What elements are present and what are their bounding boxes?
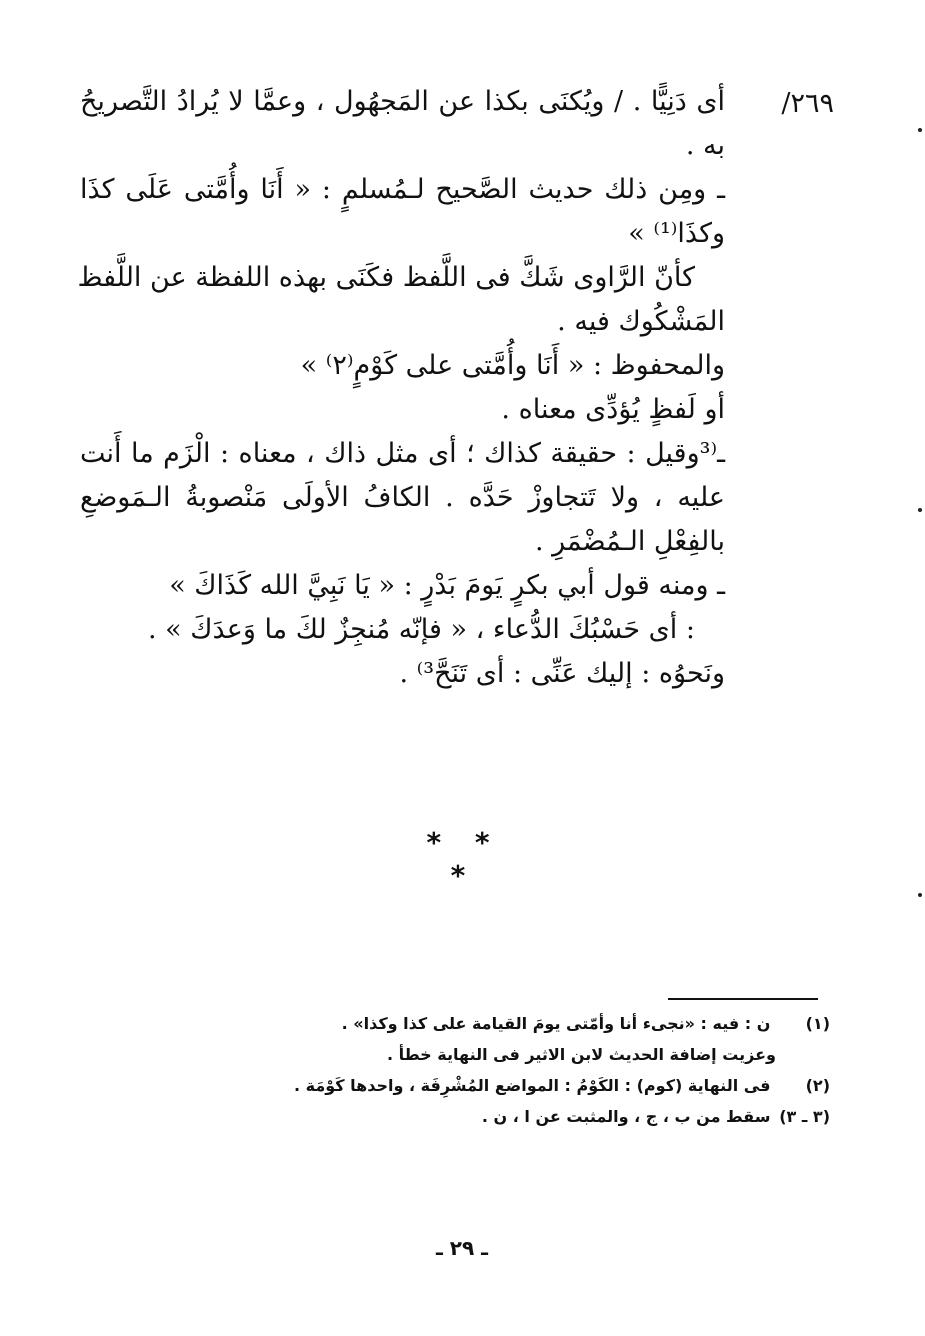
footnote-text: فى النهاية (كوم) : الكَوْمُ : المواضع المُشْرِفَة ، واحدها كَوْمَة . (293, 1076, 771, 1095)
main-text (77, 80, 725, 696)
text-line: أى دَنِيًّا . / ويُكنَى بكذا عن المَجهُول ، وعمَّا لا يُرادُ التَّصريحُ (80, 86, 725, 117)
footnote-number: (٣ ـ ٣) (779, 1107, 830, 1126)
text-line: به . (685, 130, 725, 161)
footnote-text: ن : فيه : «نجىء أنا وأمّتى يومَ القيامة على كذا وكذا» . (341, 1014, 771, 1033)
text-line: أو لَفظٍ يُؤدِّى معناه . (501, 394, 725, 425)
footnote (240, 1070, 830, 1101)
footnotes (240, 1008, 830, 1132)
text-line: ـ ومِن ذلك حديث الصَّحيح لـمُسلمٍ : « أَنَا وأُمَّتى عَلَى كذَا (80, 174, 725, 205)
text-line: والمحفوظ : « أَنَا وأُمَّتى على كَوْمٍ⁽٢⁾ » (300, 350, 725, 381)
text-line: بالفِعْلِ الـمُضْمَرِ . (534, 526, 725, 557)
margin-reference: ٢٦٩/ (781, 88, 834, 119)
text-line: عليه ، ولا تَتجاوزْ حَدَّه . الكافُ الأولَى مَنْصوبةُ الـمَوضعِ (80, 482, 725, 513)
section-separator: * * * (426, 826, 502, 892)
text-line: ـ ومنه قول أبي بكرٍ يَومَ بَدْرٍ : « يَا نَبِيَّ الله كَذَاكَ » (169, 570, 725, 601)
footnote (240, 1039, 830, 1070)
footnote-number: (١) (805, 1014, 830, 1033)
text-line: ونَحوُه : إليك عَنِّى : أى تَنَحَّ³⁾ . (399, 658, 725, 689)
text-line: المَشْكُوك فيه . (557, 306, 725, 337)
text-line: كأنّ الرَّاوى شَكَّ فى اللَّفظ فكَنَى بهذه اللفظة عن اللَّفظ (77, 262, 695, 293)
edge-mark (918, 893, 922, 897)
text-line: : أى حَسْبُكَ الدُّعاء ، « فإنّه مُنجِزٌ لكَ ما وَعدَكَ » . (148, 614, 695, 645)
footnote (240, 1101, 830, 1132)
text-line: وكذَا⁽¹⁾ » (628, 218, 725, 249)
footnote-rule (668, 998, 818, 1000)
edge-mark (918, 128, 922, 132)
footnote-text: وعزيت إضافة الحديث لابن الاثير فى النهاية خطأ . (386, 1045, 776, 1064)
footnote-text: سقط من ب ، ج ، والمثبت عن ا ، ن . (481, 1107, 771, 1126)
footnote (240, 1008, 830, 1039)
page-number: ـ ٢٩ ـ (435, 1236, 489, 1260)
edge-mark (918, 508, 922, 512)
text-line: ـ⁽³وقيل : حقيقة كذاك ؛ أى مثل ذاك ، معناه : الْزَم ما أَنت (80, 438, 725, 469)
footnote-number: (٢) (805, 1076, 830, 1095)
